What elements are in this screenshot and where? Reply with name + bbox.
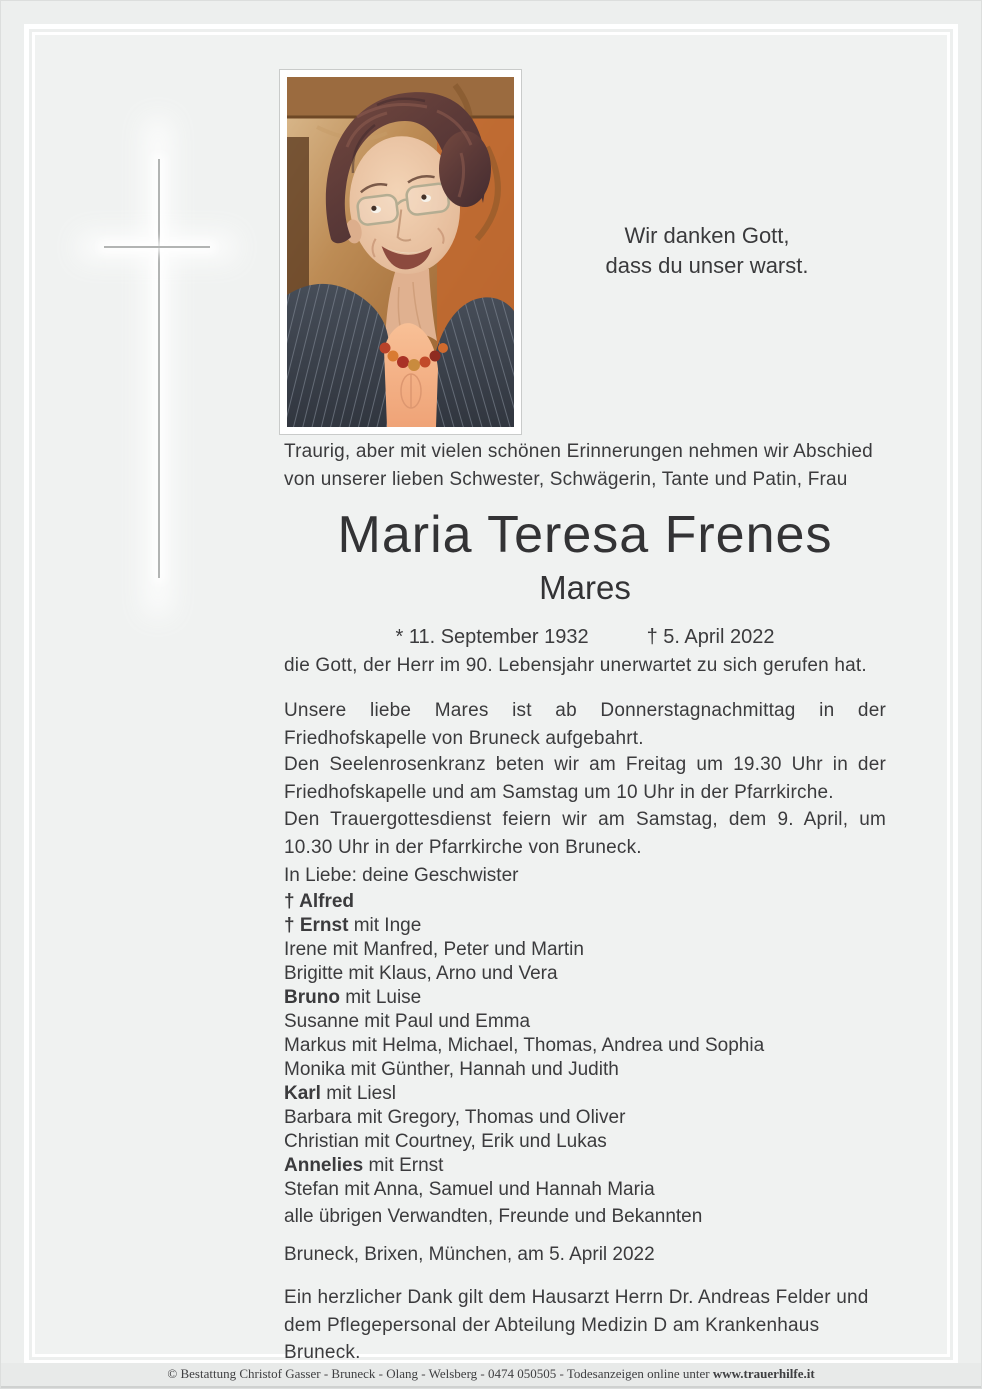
family-member-text: Markus mit Helma, Michael, Thomas, Andrea und Sophia [284,1035,765,1056]
place-date-line: Bruneck, Brixen, München, am 5. April 2022 [284,1244,655,1265]
family-member-text: mit Ernst [363,1155,444,1176]
family-row [284,1010,886,1034]
family-member-text: Irene mit Manfred, Peter und Martin [284,939,584,960]
thanks-text: Ein herzlicher Dank gilt dem Hausarzt Herrn Dr. Andreas Felder und dem Pflegepersonal der Abteilung Medizin D am Krankenhaus Bruneck. [284,1287,869,1363]
deceased-name: Maria Teresa Frenes [337,506,833,564]
family-member-text: Monika mit Günther, Hannah und Judith [284,1059,619,1080]
family-member-name: Karl [284,1083,321,1104]
family-row [284,938,886,962]
portrait-illustration [287,77,514,427]
family-member-name: † Alfred [284,891,355,912]
family-member-text: Barbara mit Gregory, Thomas und Oliver [284,1107,626,1128]
family-row [284,1154,886,1178]
footer-text: © Bestattung Christof Gasser - Bruneck - Olang - Welsberg - 0474 050505 - Todesanzeigen online unter [167,1366,713,1381]
family-row [284,1106,886,1130]
cross-vertical-line [158,159,160,578]
paragraph-laying-out: Unsere liebe Mares ist ab Donnerstagnachmittag in der Friedhofskapelle von Bruneck aufgebahrt. [284,700,886,749]
family-member-text: Brigitte mit Klaus, Arno und Vera [284,963,558,984]
family-row [284,1034,886,1058]
motto-line-2: dass du unser warst. [605,253,809,278]
family-row [284,986,886,1010]
family-member-name: Annelies [284,1155,364,1176]
family-member-text: mit Liesl [320,1083,396,1104]
family-row [284,962,886,986]
family-member-text: mit Inge [348,915,422,936]
paragraph-funeral-service: Den Trauergottesdienst feiern wir am Samstag, dem 9. April, um 10.30 Uhr in der Pfarrkirche von Bruneck. [284,809,886,858]
family-member-name: † Ernst [284,915,349,936]
farewell-heading: In Liebe: deine Geschwister [284,865,519,886]
paragraph-rosary: Den Seelenrosenkranz beten wir am Freitag um 19.30 Uhr in der Friedhofskapelle und am Samstag um 10 Uhr in der Pfarrkirche. [284,754,886,803]
intro-text: Traurig, aber mit vielen schönen Erinnerungen nehmen wir Abschied von unserer lieben Schwester, Schwägerin, Tante und Patin, Frau [284,441,873,490]
family-row [284,1058,886,1082]
family-row [284,1178,886,1202]
family-row [284,890,886,914]
cross-horizontal-line [104,246,210,248]
called-line: die Gott, der Herr im 90. Lebensjahr unerwartet zu sich gerufen hat. [284,655,867,676]
life-dates [284,625,886,649]
family-member-text: mit Luise [339,987,422,1008]
family-member-text: Stefan mit Anna, Samuel und Hannah Maria [284,1179,655,1200]
family-row [284,1082,886,1106]
closing-line: alle übrigen Verwandten, Freunde und Bekannten [284,1206,703,1227]
footer-website-link[interactable]: www.trauerhilfe.it [712,1366,815,1381]
death-date: † 5. April 2022 [646,626,775,648]
family-list [284,890,886,1202]
family-row [284,914,886,938]
birth-date: * 11. September 1932 [395,626,589,648]
family-member-text: Susanne mit Paul und Emma [284,1011,531,1032]
family-row [284,1130,886,1154]
family-member-name: Bruno [284,987,340,1008]
footer-bar [1,1363,981,1388]
motto-line-1: Wir danken Gott, [624,223,790,248]
portrait-photo [279,69,522,435]
motto [557,221,857,281]
family-member-text: Christian mit Courtney, Erik und Lukas [284,1131,607,1152]
deceased-nickname: Mares [539,569,631,606]
